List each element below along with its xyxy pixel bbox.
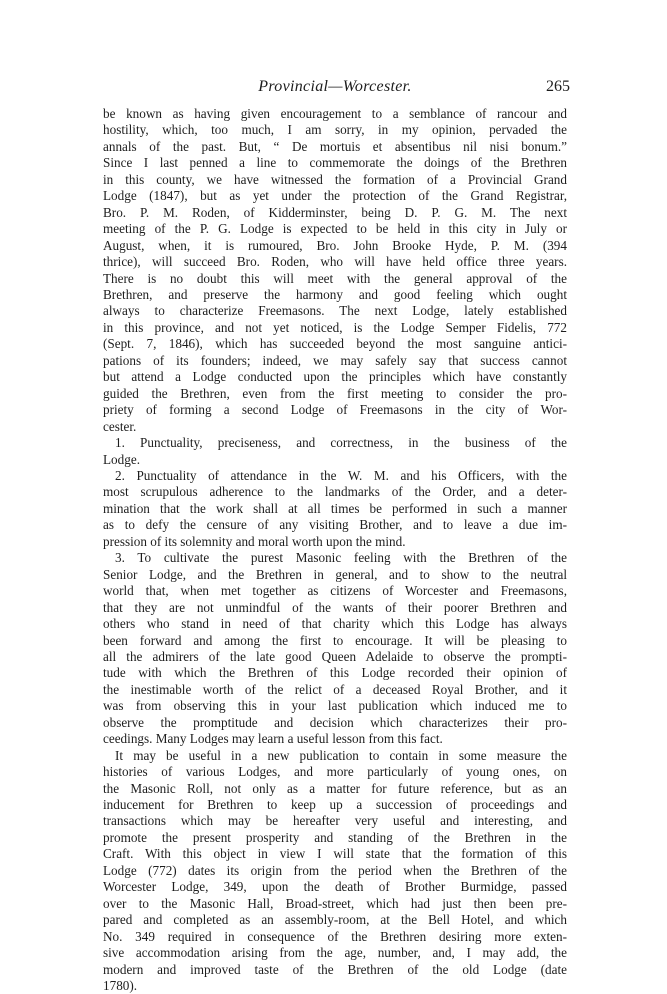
text-line: be known as having given encouragement to a semblance of rancour and xyxy=(103,106,567,121)
text-line: pations of its founders; indeed, we may safely say that success cannot xyxy=(103,352,567,368)
paragraph xyxy=(103,550,567,747)
text-line: observe the promptitude and decision which characterizes their pro- xyxy=(103,714,567,730)
text-line: was from observing this in your last publication which induced me to xyxy=(103,698,567,714)
text-line: Bro. P. M. Roden, of Kidderminster, being D. P. G. M. The next xyxy=(103,204,567,220)
text-line: transactions which may be hereafter very useful and interesting, and xyxy=(103,813,567,829)
text-line: been forward and among the first to encourage. It will be pleasing to xyxy=(103,632,567,648)
text-line: No. 349 required in consequence of the Brethren desiring more exten- xyxy=(103,928,567,944)
paragraph xyxy=(103,435,567,468)
text-line: all the admirers of the late good Queen Adelaide to observe the prompti- xyxy=(103,648,567,664)
text-line: pression of its solemnity and moral worth upon the mind. xyxy=(103,533,406,549)
text-line: Craft. With this object in view I will state that the formation of this xyxy=(103,846,567,862)
text-line: cester. xyxy=(103,418,137,434)
text-line: modern and improved taste of the Brethren of the old Lodge (date xyxy=(103,961,567,977)
paragraph xyxy=(103,468,567,550)
text-line: 1780). xyxy=(103,978,138,994)
text-line: world that, when met together as citizens of Worcester and Freemasons, xyxy=(103,583,567,599)
paragraph xyxy=(103,106,567,435)
text-line: Lodge (772) dates its origin from the period when the Brethren of the xyxy=(103,862,567,878)
text-line: Lodge (1847), but as yet under the protection of the Grand Registrar, xyxy=(103,188,567,204)
text-line: sive accommodation arising from the age, number, and, I may add, the xyxy=(103,945,567,961)
text-line: pared and completed as an assembly-room, at the Bell Hotel, and which xyxy=(103,912,567,928)
text-line: inducement for Brethren to keep up a succession of proceedings and xyxy=(103,797,567,813)
text-line: Senior Lodge, and the Brethren in general, and to show to the neutral xyxy=(103,566,567,582)
text-line: meeting of the P. G. Lodge is expected to be held in this city in July or xyxy=(103,221,567,237)
text-line: mination that the work shall at all times be performed in such a manner xyxy=(103,500,567,516)
text-line: 1. Punctuality, preciseness, and correctness, in the business of the xyxy=(115,435,567,451)
text-line: over to the Masonic Hall, Broad-street, which had just then been pre- xyxy=(103,895,567,911)
text-line: tude with which the Brethren of this Lodge recorded their opinion of xyxy=(103,665,567,681)
text-line: in this county, we have witnessed the formation of a Provincial Grand xyxy=(103,171,567,187)
text-line: thrice), will succeed Bro. Roden, who will have held office three years. xyxy=(103,254,567,270)
text-line: Lodge. xyxy=(103,451,140,467)
text-line: Since I last penned a line to commemorate the doings of the Brethren xyxy=(103,155,567,171)
text-line: the inestimable worth of the relict of a deceased Royal Brother, and it xyxy=(103,681,567,697)
text-line: 2. Punctuality of attendance in the W. M. and his Officers, with the xyxy=(115,467,567,483)
text-line: but attend a Lodge conducted upon the principles which have constantly xyxy=(103,369,567,385)
text-line: most scrupulous adherence to the landmarks of the Order, and a deter- xyxy=(103,484,567,500)
running-title: Provincial—Worcester. xyxy=(258,78,412,95)
page-number: 265 xyxy=(546,78,570,95)
text-line: the Masonic Roll, not only as a matter for future reference, but as an xyxy=(103,780,567,796)
text-line: Worcester Lodge, 349, upon the death of Brother Burmidge, passed xyxy=(103,879,567,895)
text-line: annals of the past. But, “ De mortuis et absentibus nil nisi bonum.” xyxy=(103,138,567,154)
text-line: priety of forming a second Lodge of Freemasons in the city of Wor- xyxy=(103,402,567,418)
text-line: 3. To cultivate the purest Masonic feeling with the Brethren of the xyxy=(115,550,567,566)
text-line: in this province, and not yet noticed, is the Lodge Semper Fidelis, 772 xyxy=(103,319,567,335)
text-line: It may be useful in a new publication to contain in some measure the xyxy=(115,747,567,763)
text-line: (Sept. 7, 1846), which has succeeded beyond the most sanguine antici- xyxy=(103,336,567,352)
running-head xyxy=(100,78,570,98)
text-line: that they are not unmindful of the wants of their poorer Brethren and xyxy=(103,599,567,615)
text-line: others who stand in need of that charity which this Lodge has always xyxy=(103,616,567,632)
paragraph xyxy=(103,748,567,994)
text-line: guided the Brethren, even from the first meeting to consider the pro- xyxy=(103,385,567,401)
text-line: promote the present prosperity and standing of the Brethren in the xyxy=(103,829,567,845)
body-text xyxy=(103,106,567,994)
text-line: histories of various Lodges, and more particularly of young ones, on xyxy=(103,764,567,780)
text-line: August, when, it is rumoured, Bro. John Brooke Hyde, P. M. (394 xyxy=(103,237,567,253)
text-line: Brethren, and preserve the harmony and good feeling which ought xyxy=(103,286,567,302)
text-line: as to defy the censure of any visiting Brother, and to leave a due im- xyxy=(103,517,567,533)
text-line: always to characterize Freemasons. The next Lodge, lately established xyxy=(103,303,567,319)
text-line: There is no doubt this will meet with the general approval of the xyxy=(103,270,567,286)
text-line: hostility, which, too much, I am sorry, in my opinion, pervaded the xyxy=(103,122,567,138)
text-line: ceedings. Many Lodges may learn a useful lesson from this fact. xyxy=(103,731,443,747)
